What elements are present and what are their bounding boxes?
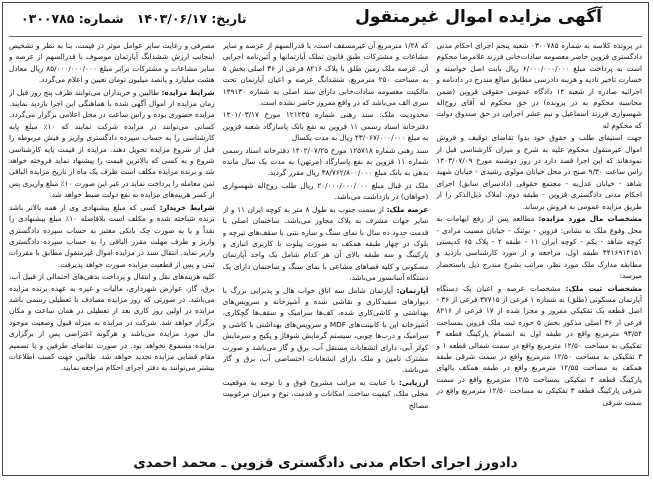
paragraph: جهت استیفای طلب و حقوق خود بدوا تقاضای توقیف و فروش اموال غیرمنقول محکوم علیه به شرح و میزان کارشناسی قبل از نمودهاند که این اجرا قصد دارد در روز دوشنبه مورخ ۱۴۰۳/۰۷/۰۹ راس ساعت ۹/۳۰ صبح در محل خیابان مولوی رشیدی - خیابان شهید شاهد - خیابان عدل‌یه - مجتمع حقوقی (دادسرای سابق) اجرای احکام مدنی دادگستری قزوین - طبقه دوم، املاک ذیل‌الذکر را از طریق مزایده عمومی به فروش برساند. — [436, 133, 642, 211]
date-value: ۱۴۰۳/۰۶/۱۷ — [136, 11, 207, 26]
paragraph: مشخصات ثبت ملک: مشخصات عرصه و اعیان یک دستگاه آپارتمان مسکونی (طلق) به شماره ۱ فرعی از ۳۷۷۱۵ فرعی از ۳۶ - اصل قطعه یک تفکیکی مفروز و مجزا شده از ۱۷ فرعی از ۸۲۱۶ فرعی از ۳۶ اصلی مذکور بخش ۵ حوزه ثبت ملک قزوین بمساحت ۹۳/۵۴ مترمربع واقع در طبقه اول به انضمام پارکینگ قطعه ۳ تفکیکی به مساحت ۱۲/۵۰ مترمربع واقع در سمت شمالی قطعه ۱ و ۳ تفکیکی به مساحت ۱۲/۵۰ مترمربع واقع در سمت شرقی طبقه همکف به مساحت ۱۲/۵۵ مترمربع واقع در طبقه همکف بالهای پارکینگ قطعه ۴ تفکیکی بمساحت ۱۲/۵ مترمربع واقع در سمت شرقی پارکینگ قطعه ۳ تفکیکی به مساحت ۱۲/۵۰ مترمربع واقع در سمت شرقی — [436, 283, 642, 407]
paragraph: مشخصات مال مورد مزایده: مطالعه پس از رفع ایهامات به محل وقوع ملک به نشانی: قزوین - بوئنک - خیابان مصیب مرادی - کوچه شاهد - یکم - کوچه ایران ۱۱ - طبقه ۲ - پلاک ۶۵ کدپستی ۳۴۱۶۹۱۴۱۵۱ طبقه اول، مراجعه و از مورد کارشناسی بازدید و مطابقه مدارک ملک مورد نظر، مراتب بشرح مندرج ذیل باستحضار میرسد: — [436, 214, 642, 281]
number-label: شماره: — [78, 11, 124, 26]
paragraph: کلیه هزینه‌های نقل و انتقال و پرداخت بدهی‌های احتمالی از قبیل آب، برق، گاز، عوارض شهرداری، مالیات و غیره به عهده برنده مزایده می‌باشد. در صورتی که روز مزایده مصادف با تعطیلی رسمی باشد مزایده در اولین روز کاری بعد از تعطیلی در همان ساعت و مکان برگزار خواهد شد. شرکت در مزایده به منزله قبول وضعیت موجود مال مورد مزایده می‌باشد و هرگونه اعتراضی پس از برگزاری مزایده مسموع نخواهد بود. در صورت تقاضای طرفین و یا تصمیم مقام قضایی مزایده تجدید خواهد شد. طالبین جهت کسب اطلاعات بیشتر می‌توانند به دفتر اجرای احکام مراجعه نمایند. — [8, 272, 215, 373]
paragraph: ارزیابی: با عنایت به مراتب مشروح فوق و با توجه به موقعیت محلی ملک، کیفیت ساخت، امکانات و قدمت، نوع و میزان مرغوبیت مصالح — [222, 377, 429, 410]
notice-header — [7, 5, 644, 35]
paragraph: که ۱/۲۸ مترمربع آن غیرمسقف است، با قدرالسهم از عرصه و سایر مشاعات و مشترکات طبق قانون تملک آپارتمانها و آئین‌نامه اجرایی آن. عرصه ملک زمین طلق با پلاک ۸۲۱۶ فرعی از ۳۶ اصلی بخش ۵ به مساحت ۲۵۰ مترمربع، ششدانگ عرصه و اعیان آپارتمان تحت مالکیت معصومه سادات‌خانی دارای سند اصلی به شماره ۱۴۹۱۳۰ سری الف می‌باشد که در واقع مفروز حاضر نشده است. — [222, 41, 429, 108]
paragraph: محدودیت ملک: سند رهنی شماره ۱۲۱۲۳۵ مورخ ۱۴۰۱/۰۳/۱۷ دفترخانه اسناد رسمی ۱۱ قزوین به نفع بانک پاسارگاد شعبه قزوین به مبلغ ۴۳/۰۶۷/۰۰۰/۰۰۰ ریال به مدت یکسال — [222, 110, 429, 143]
paragraph: آپارتمان: آپارتمان شامل سه اتاق خواب هال و پذیرایی بزرگ با دیوارهای سفیدکاری و نقاشی شده و آشپزخانه و سرویس‌های بهداشتی و کاشی‌کاری شده، کف‌ها سرامیک و سقف‌ها گچکاری، آشپزخانه اپن با کابینت‌های MDF و سرویس‌های بهداشتی با کاشی و سرامیک و درب‌ها چوبی، سیستم گرمایش شوفاژ و پکیج و سرمایش کولر آبی، دارای انشعابات مستقل آب، برق و گاز می‌باشد و صورت مشترک تامین و ملک دارای انشعابات اختصاصی آب، برق و گاز می‌باشد. — [222, 285, 429, 375]
paragraph: شرایط مزایده: طالبین و خریداران می‌توانند ظرف پنج روز قبل از زمان مزایده از اموال آگهی شده با هماهنگی این اجرا بازدید نمایند. مزایده حضوری بوده و راس ساعت در محل اعلامی برگزار می‌گردد. کسانی می‌توانند در مزایده شرکت نمایند که ۱۰٪ مبلغ پایه کارشناسی را به حساب سپرده دادگستری واریز و فیش مربوطه را قبل از شروع مزایده تحویل دهند. مزایده از قیمت پایه کارشناسی شروع و به کسی که بالاترین قیمت را پیشنهاد نماید فروخته خواهد شد و برنده مزایده مکلف است ظرف یک ماه از تاریخ مزایده الباقی ثمن معامله را پرداخت نماید در غیر این صورت ۱۰٪ مبلغ واریزی پس از کسر هزینه‌های مزایده به نفع دولت ضبط خواهد شد. — [8, 87, 215, 200]
column-left — [9, 40, 215, 450]
number-value: ۰۳۰۰۷۸۵ — [21, 11, 75, 26]
signature-line: دادورز اجرای احکام مدنی دادگستری قزوین ـ محمد احمدی — [133, 455, 518, 471]
notice-sheet — [2, 2, 649, 476]
notice-body — [9, 40, 642, 450]
paragraph: ملک در قبال مبلغ ۲۰/۰۰۰/۰۰۰/۰۰۰ ریال طلب روح‌اله شهسواری (خواهان) در بازداشت می‌باشد. — [222, 180, 429, 202]
notice-title: آگهی مزایده اموال غیرمنقول — [355, 7, 602, 27]
paragraph: در پرونده کلاسه به شماره ۰۳۰۰۷۸۵ شعبه پنجم اجرای احکام مدنی دادگستری قزوین حاضر معصومه سادات‌خانی فرزند غلامرضا محکوم است به پرداخت مبلغ ۶/۰۰۰/۰۰۰/۰۰۰ ریال بابت اصل خواسته و خسارت تاخیر تادیه و هزینه دادرسی مطابق مبالغ مندرج در دادنامه و اجرائیه صادره از شعبه ۱۴ دادگاه عمومی حقوقی قزوین (ضمن محاسبه محکوم به در پرونده) در حق محکوم له آقای روح‌اله شهسواری فرزند اسماعیل و نیم عشر اجرایی در حق صندوق دولت که محکوم له — [436, 41, 642, 130]
column-right — [436, 40, 642, 450]
date-label: تاریخ: — [211, 11, 247, 26]
paragraph: سند رهنی شماره ۱۲۵۷۱۸ مورخ ۱۴۰۲/۰۷/۲۵ دفترخانه اسناد رسمی شماره ۱۱ قزوین به نفع پاسارگاد (مرتهن) به مدت یک سال مانده بدهی به بانک مبلغ ۳۸/۷۶۲/۸۰۰/۰۰۰ ریال مقرر گردید. — [222, 145, 429, 178]
notice-meta — [21, 11, 247, 26]
column-middle — [223, 40, 429, 450]
paragraph: شرایط خریدار: کسی که مبلغ پیشنهادی وی از همه بالاتر باشد برنده شناخته شده و مکلف است بلافاصله ۱۰٪ مبلغ پیشنهادی را نقداً و یا به صورت چک بانکی معتبر به حساب سپرده دادگستری واریز و ظرف مهلت مقرر الباقی را به حساب سپرده دادگستری واریز نماید. انتقال سند در مزایده اموال غیرمنقول مطابق با مقررات ثبتی و پس از قطعیت مزایده صورت خواهد پذیرفت. — [8, 202, 215, 269]
paragraph: عرصه ملک: از سمت جنوب به طول ۸ متر به کوچه ایران ۱۱ و از سایر جهات مشرف به پلاک مجاور می‌باشد. ساختمان اصلی با قدمت حدود ده سال با نمای سنگ و سازه بتنی با سقف‌های تیرچه و بلوک در چهار طبقه همکف به صورت پیلوت با کاربری انباری و پارکینگ و سه طبقه بالای آن هر کدام شامل یک واحد آپارتمان مسکونی و کلیه فضاهای مشاعی با نمای سنگ و ساختمان دارای یک دستگاه آسانسور می‌باشد. — [222, 204, 429, 283]
paragraph: مصرفی و رعایت سایر عوامل موثر در قیمت، بنا به نظر و تشخیص اینجانب ارزش ششدانگ آپارتمان موصوف با قدرالسهم از عرصه و سایر مشاعات و مشترکات برابر مبلغ ۸۵/۰۰۰/۰۰۰/۰۰۰ ریال معادل هشت میلیارد و پانصد میلیون تومان تعیین و اعلام می‌گردد. — [8, 41, 215, 85]
header-divider — [9, 36, 642, 37]
